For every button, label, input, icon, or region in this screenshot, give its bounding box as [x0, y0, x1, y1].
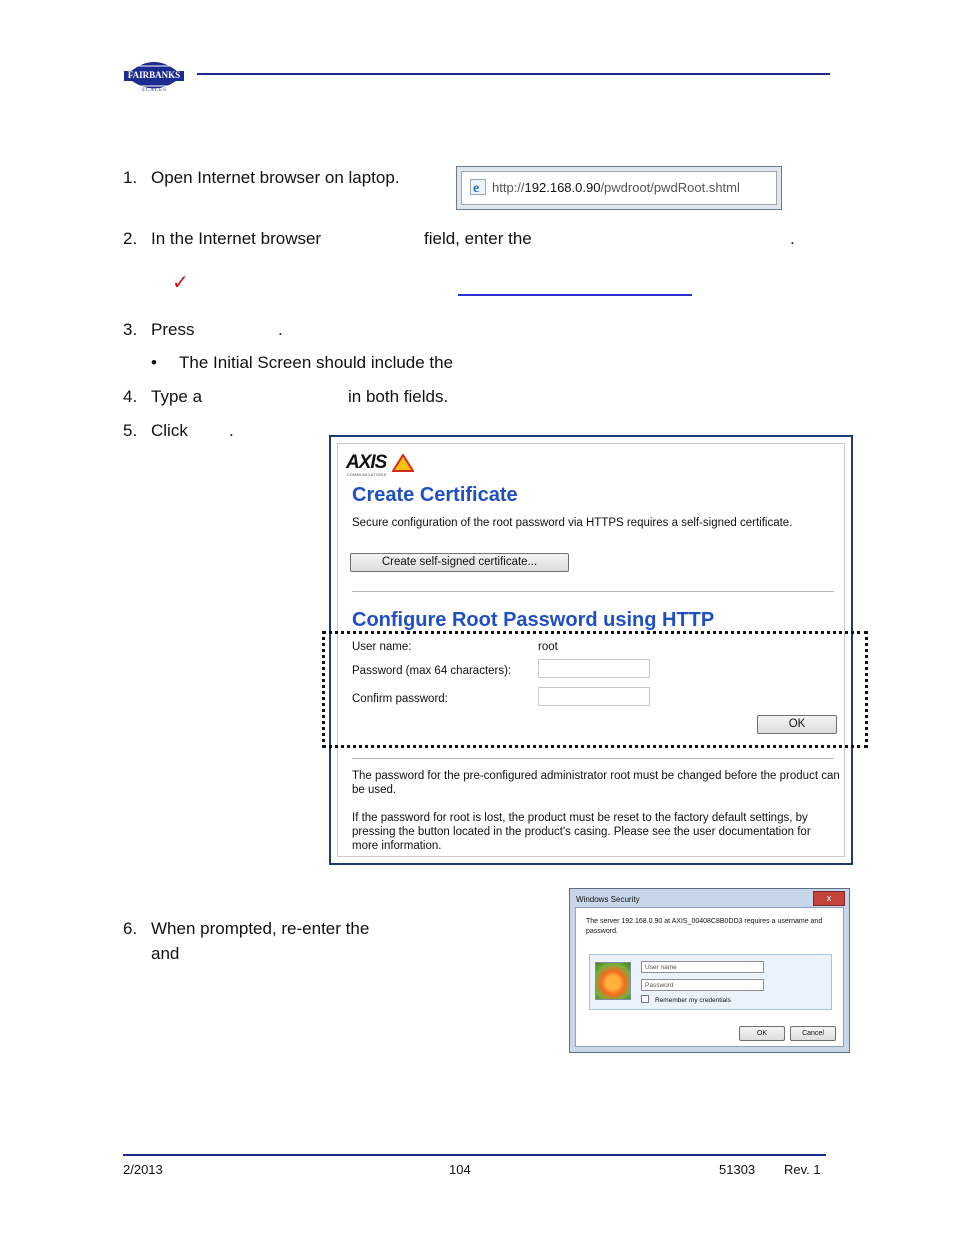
axis-triangle-icon: [392, 454, 414, 472]
confirm-password-label: Confirm password:: [352, 693, 448, 705]
step-1: [123, 167, 400, 189]
address-field[interactable]: [461, 171, 777, 205]
dialog-message: The server 192.168.0.90 at AXIS_00408C8B0DD3 requires a username and password.: [586, 918, 823, 935]
step-number: 6.: [123, 919, 138, 938]
step-text-a: In the Internet browser: [151, 229, 322, 248]
ok-button[interactable]: OK: [757, 715, 837, 734]
checkmark-icon: ✓: [172, 270, 189, 294]
dialog-title: Windows Security: [576, 895, 640, 904]
highlight-dotted-box: [322, 631, 868, 748]
step-2-text-c: .: [790, 229, 795, 248]
dialog-body: [575, 907, 844, 1047]
fairbanks-logo: [122, 54, 186, 98]
credentials-box: [589, 954, 832, 1010]
user-name-label: User name:: [352, 641, 412, 653]
divider: [352, 591, 834, 592]
step-6-text-b: and: [151, 944, 180, 963]
address-url: http://192.168.0.90/pwdroot/pwdRoot.shtml: [492, 180, 740, 195]
footer-doc-number: 51303: [719, 1162, 756, 1177]
step-6: [123, 918, 369, 940]
axis-logo-sub: COMMUNICATIONS: [347, 473, 387, 477]
step-4-text-b: in both fields.: [348, 387, 449, 406]
step-2-text-b: field, enter the: [424, 229, 532, 248]
user-name-value: root: [538, 641, 558, 653]
step-number: 1.: [123, 168, 138, 187]
password-input[interactable]: Password: [641, 979, 764, 991]
link-underline[interactable]: [458, 294, 692, 296]
step-3: [123, 319, 194, 341]
dialog-ok-button[interactable]: OK: [739, 1026, 785, 1041]
browser-address-bar: [456, 166, 782, 210]
remember-credentials[interactable]: [641, 995, 731, 1004]
header-rule: [197, 73, 830, 75]
step-4: [123, 386, 202, 408]
step-number: 3.: [123, 320, 138, 339]
create-certificate-title: Create Certificate: [352, 484, 518, 506]
bullet-item: [151, 352, 453, 374]
bullet-icon: •: [151, 353, 157, 372]
step-number: 2.: [123, 229, 138, 248]
step-text-a: When prompted, re-enter the: [151, 919, 370, 938]
footer-rule: [123, 1154, 826, 1156]
windows-security-dialog: [569, 888, 850, 1053]
divider: [352, 758, 834, 759]
step-number: 5.: [123, 421, 138, 440]
remember-label: Remember my credentials: [655, 997, 731, 1004]
step-number: 4.: [123, 387, 138, 406]
step-text-a: Type a: [151, 387, 203, 406]
checkbox-icon[interactable]: [641, 995, 649, 1003]
step-3-text-b: .: [278, 320, 283, 339]
step-5-text-b: .: [229, 421, 234, 440]
dialog-cancel-button[interactable]: Cancel: [790, 1026, 836, 1041]
logo-brand: FAIRBANKS: [127, 70, 181, 80]
create-certificate-button[interactable]: Create self-signed certificate...: [350, 553, 569, 572]
step-text-a: Press: [151, 320, 195, 339]
bullet-text: The Initial Screen should include the: [179, 353, 454, 372]
note-password-lost: If the password for root is lost, the product must be reset to the factory default settings, by pressing the button located in the product's casing. Please see the user documentation for more information.: [352, 812, 811, 852]
step-text: Open Internet browser on laptop.: [151, 168, 400, 187]
footer-date: 2/2013: [123, 1162, 163, 1177]
username-input[interactable]: User name: [641, 961, 764, 973]
password-label: Password (max 64 characters):: [352, 665, 512, 677]
footer-page-number: 104: [449, 1162, 471, 1177]
close-icon[interactable]: x: [813, 891, 845, 906]
axis-logo-text: AXIS: [346, 452, 387, 473]
logo-sub: S C A L E S: [141, 88, 167, 93]
user-avatar-icon: [595, 962, 631, 1000]
note-password-change: The password for the pre-configured administrator root must be changed before the product can be used.: [352, 770, 840, 796]
ie-icon: [470, 179, 486, 195]
step-text-a: Click: [151, 421, 188, 440]
step-2: [123, 228, 321, 250]
create-certificate-desc: Secure configuration of the root password via HTTPS requires a self-signed certificate.: [352, 517, 793, 529]
footer-revision: Rev. 1: [784, 1162, 821, 1177]
axis-logo: [346, 452, 426, 478]
svg-text:e: e: [473, 181, 480, 195]
configure-root-title: Configure Root Password using HTTP: [352, 609, 715, 631]
step-5: [123, 420, 188, 442]
